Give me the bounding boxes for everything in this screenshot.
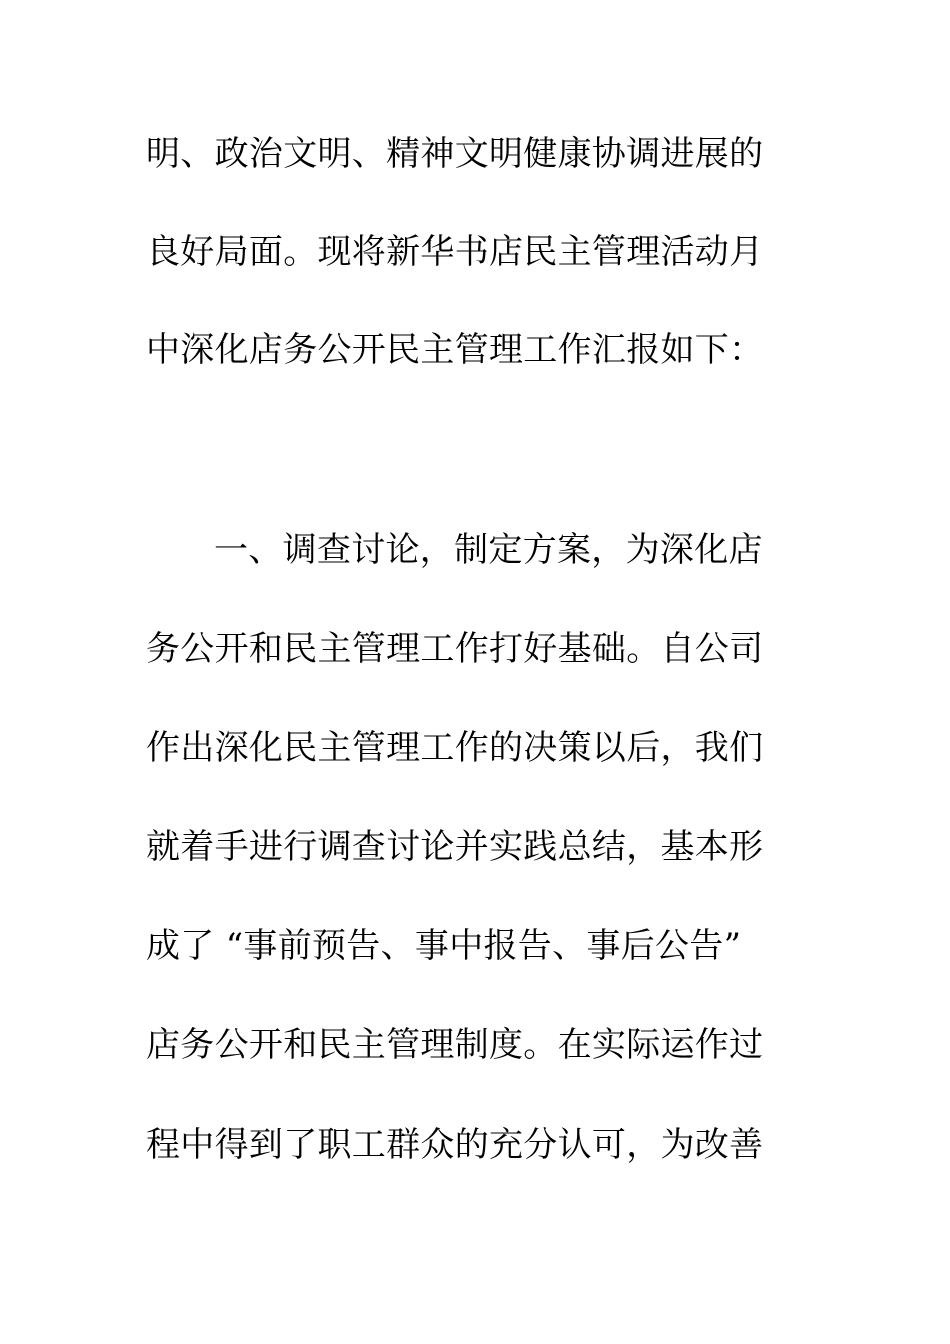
text-line: 程中得到了职工群众的充分认可，为改善 xyxy=(146,1125,764,1165)
text-line: 明、政治文明、精神文明健康协调进展的 xyxy=(146,134,764,174)
text-line: 店务公开和民主管理制度。在实际运作过 xyxy=(146,1025,764,1065)
text-line: 成了 “事前预告、事中报告、事后公告” xyxy=(146,926,742,966)
text-line: 良好局面。现将新华书店民主管理活动月 xyxy=(146,232,764,272)
text-line: 就着手进行调查讨论并实践总结，基本形 xyxy=(146,827,764,867)
text-line: 中深化店务公开民主管理工作汇报如下： xyxy=(146,330,764,370)
text-line: 作出深化民主管理工作的决策以后，我们 xyxy=(146,728,764,768)
text-line: 一、调查讨论，制定方案，为深化店 xyxy=(214,530,763,570)
text-line: 务公开和民主管理工作打好基础。自公司 xyxy=(146,629,764,669)
